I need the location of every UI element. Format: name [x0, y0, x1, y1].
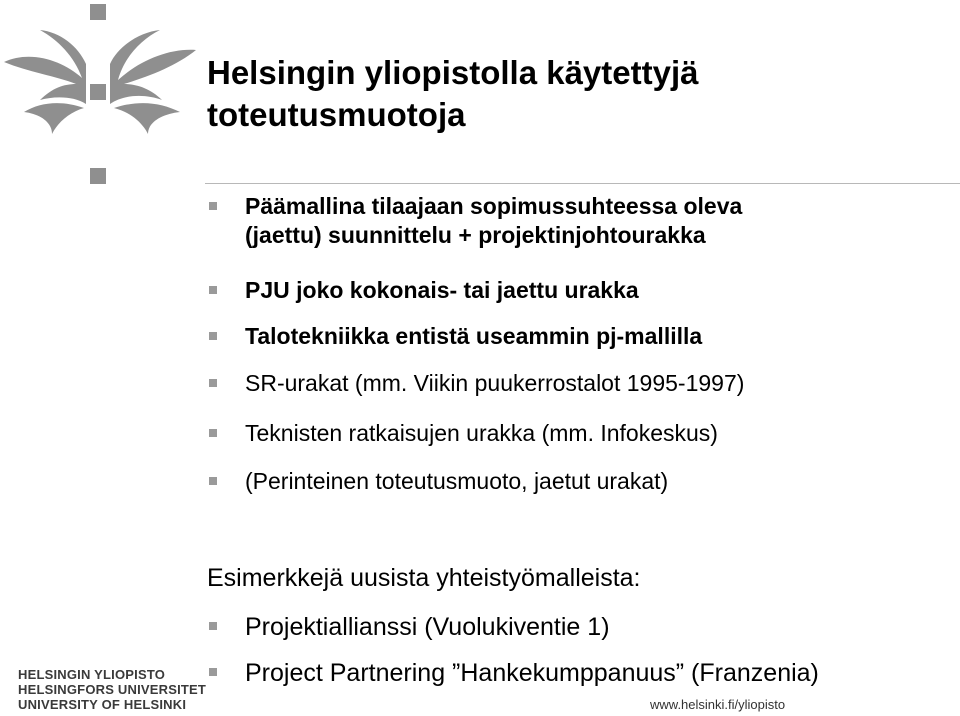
square-bullet-icon: [209, 379, 217, 387]
list-item-line: Päämallina tilaajaan sopimussuhteessa oleva: [245, 193, 743, 219]
list-item-allianssi: [207, 611, 952, 643]
university-name-en: UNIVERSITY OF HELSINKI: [18, 697, 187, 712]
university-flame-logo: [0, 0, 210, 200]
list-item-main-model: [207, 192, 952, 250]
square-bullet-icon: [209, 429, 217, 437]
university-name-sv: HELSINGFORS UNIVERSITET: [18, 682, 207, 697]
square-bullet-icon: [209, 286, 217, 294]
list-item-partnering: [207, 657, 952, 689]
title-line-2: toteutusmuotoja: [207, 96, 466, 133]
slide-title: [207, 52, 907, 136]
footer-url: www.helsinki.fi/yliopisto: [650, 697, 786, 712]
list-item-line: PJU joko kokonais- tai jaettu urakka: [245, 277, 639, 303]
list-item-line: (jaettu) suunnittelu + projektinjohtourakka: [245, 222, 706, 248]
examples-heading: Esimerkkejä uusista yhteistyömalleista:: [207, 564, 641, 592]
list-item-line: Talotekniikka entistä useammin pj-mallilla: [245, 323, 703, 349]
list-item-teknisten: [207, 419, 952, 448]
square-bullet-icon: [209, 668, 217, 676]
list-item-line: Teknisten ratkaisujen urakka (mm. Infokeskus): [245, 420, 718, 446]
square-bullet-icon: [209, 477, 217, 485]
list-item-pju: [207, 276, 952, 305]
square-bullet-icon: [209, 622, 217, 630]
list-item-perinteinen: [207, 467, 952, 496]
list-item-sr-urakat: [207, 369, 952, 398]
list-item-talotekniikka: [207, 322, 952, 351]
university-name-fi: HELSINGIN YLIOPISTO: [18, 667, 166, 682]
list-item-line: (Perinteinen toteutusmuoto, jaetut urakat): [245, 468, 669, 494]
divider-line: [205, 183, 960, 184]
list-item-line: Projektiallianssi (Vuolukiventie 1): [245, 613, 610, 641]
square-bullet-icon: [209, 332, 217, 340]
list-item-line: Project Partnering ”Hankekumppanuus” (Franzenia): [245, 659, 819, 687]
title-line-1: Helsingin yliopistolla käytettyjä: [207, 54, 699, 91]
university-wordmark: [18, 667, 206, 712]
square-bullet-icon: [209, 202, 217, 210]
list-item-line: SR-urakat (mm. Viikin puukerrostalot 1995-1997): [245, 370, 745, 396]
